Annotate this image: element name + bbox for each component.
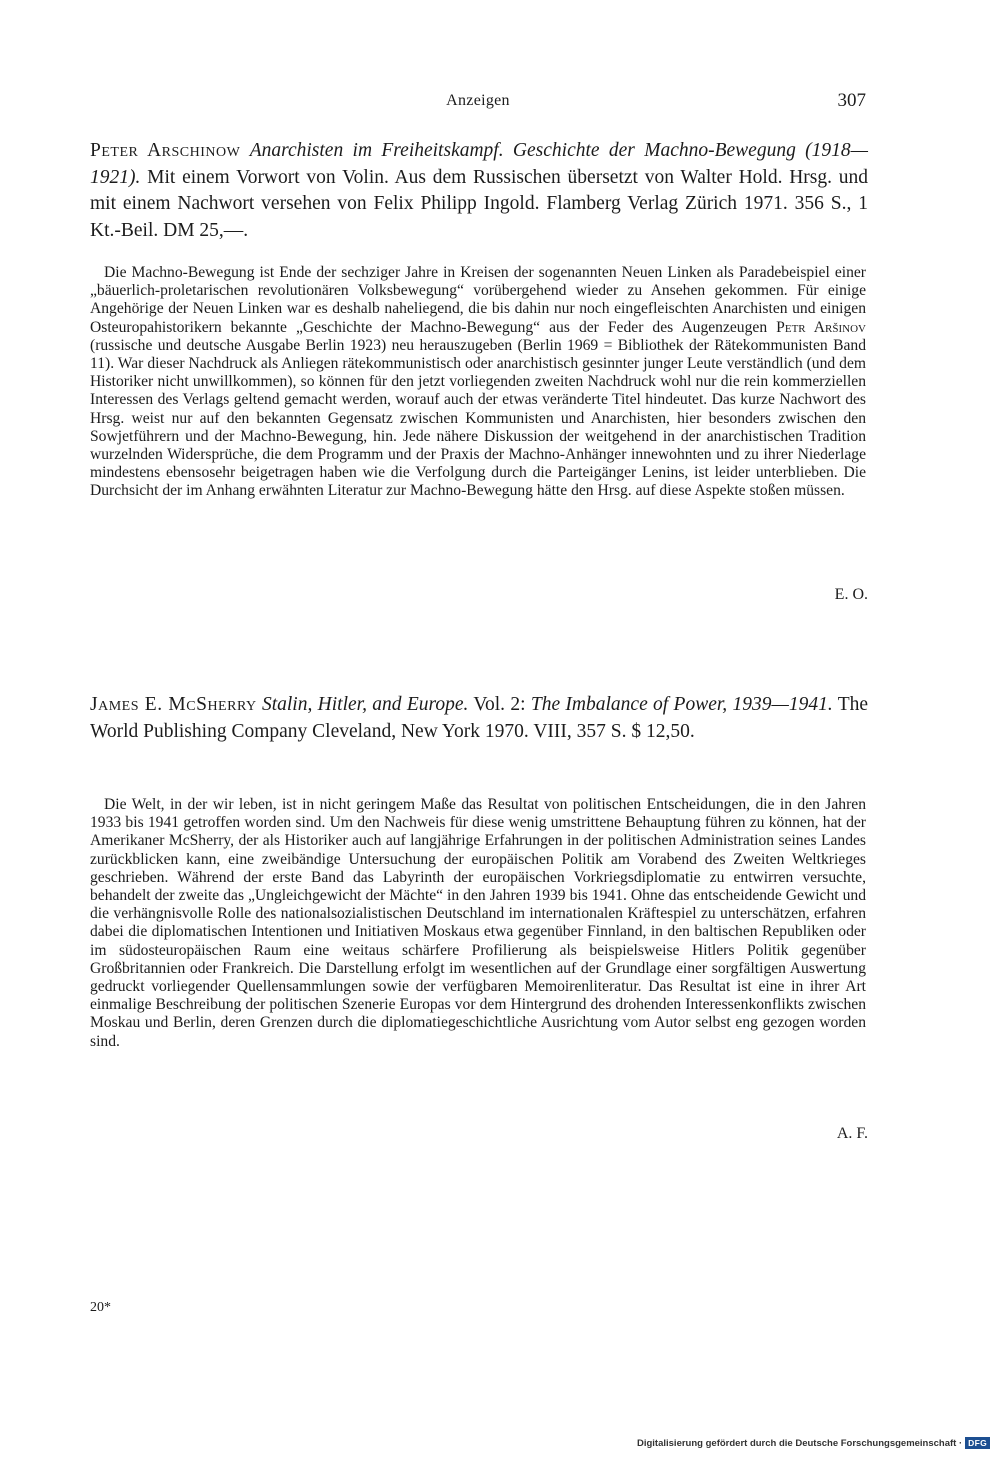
review-1-body-name: Petr Aršinov xyxy=(776,318,867,336)
review-2-body: Die Welt, in der wir leben, ist in nicht geringem Maße das Resultat von politischen Entscheidungen, die in den Jahren 1933 bis 1941 getroffen worden sind. Um den Nachweis für diese wenig umstrittene Behauptung führen zu können, hat der Amerikaner McSherry, der als Historiker auch auf langjährige Erfahrungen in der politischen Administration seines Landes zurückblicken kann, eine zweibändige Untersuchung der europäischen Politik am Vorabend des Zweiten Weltkrieges geschrieben. Während der erste Band das Labyrinth der europäischen Vorkriegsdiplomatie zu entwirren versuchte, behandelt der zweite das „Ungleichgewicht der Mächte“ in den Jahren 1939 bis 1941. Ohne das entscheidende Gewicht und die verhängnisvolle Rolle des nationalsozialistischen Deutschland im internationalen Kräftespiel zu unterschätzen, erfahren dabei die diplomatischen Intentionen und Initiativen Moskaus etwa gegenüber Finnland, in den baltischen Republiken oder im südosteuropäischen Raum eine weitaus schärfere Profilierung als beispielsweise Hitlers Politik gegenüber Großbritannien oder Frankreich. Die Darstellung erfolgt im wesentlichen auf der Grundlage einer sorgfältigen Auswertung gedruckt vorliegender Quellensammlungen sowie der verfügbaren Memoirenliteratur. Das Resultat ist eine in ihrer Art einmalige Beschreibung der politischen Szenerie Europas vor dem Hintergrund des drohenden Interessenkonflikts zwischen Moskau und Berlin, deren Grenzen durch die diplomatiegeschichtliche Ausrichtung vom Autor selbst eng gezogen worden sind. xyxy=(90,796,866,1050)
review-1-body xyxy=(90,264,866,501)
review-1-details: Mit einem Vorwort von Volin. Aus dem Russischen übersetzt von Walter Hold. Hrsg. und mit einem Nachwort versehen von Felix Philipp Ingold. Flamberg Verlag Zürich 1971. 356 S., 1 Kt.-Beil. DM 25,—. xyxy=(90,166,869,241)
running-title: Anzeigen xyxy=(446,92,510,109)
dfg-text: Digitalisierung gefördert durch die Deutsche Forschungsgemeinschaft · xyxy=(636,1437,963,1449)
review-2-details: The World Publishing Company Cleveland, New York 1970. VIII, 357 S. $ 12,50. xyxy=(90,694,869,742)
review-1-title: Anarchisten im Freiheitskampf. Geschichte der Machno-Bewegung (1918—1921). xyxy=(90,140,869,188)
review-2-volume: Vol. 2: xyxy=(473,694,526,715)
review-2-subtitle: The Imbalance of Power, 1939—1941. xyxy=(530,694,833,715)
review-1-body-part1: Die Machno-Bewegung ist Ende der sechziger Jahre in Kreisen der sogenannten Neuen Linken als Paradebeispiel einer „bäuerlich-proletarischen revolutionären Volksbewegung“ vorübergehend wieder zu Ansehen gekommen. Für einige Angehörige der Neuen Linken war es deshalb naheliegend, die bis dahin nur noch eingefleischten Anarchisten und einigen Osteuropahistorikern bekannte „Geschichte der Machno-Bewegung“ aus der Feder des Augenzeugen xyxy=(90,264,866,336)
page-number: 307 xyxy=(837,90,866,111)
running-head xyxy=(90,90,866,116)
review-1-signature: E. O. xyxy=(834,586,868,603)
review-2-bibliography xyxy=(90,692,868,745)
review-2-title: Stalin, Hitler, and Europe. xyxy=(261,694,469,715)
dfg-banner xyxy=(637,1437,990,1449)
signature-mark: 20* xyxy=(90,1300,111,1315)
review-2-author: James E. McSherry xyxy=(90,694,257,715)
dfg-logo-icon: DFG xyxy=(965,1437,990,1449)
review-1-author: Peter Arschinow xyxy=(90,140,241,161)
review-2-signature: A. F. xyxy=(836,1125,868,1142)
review-1-body-part2: (russische und deutsche Ausgabe Berlin 1923) neu herauszugeben (Berlin 1969 = Bibliothek der Rätekommunisten Band 11). War dieser Nachdruck als Anliegen rätekommunistisch oder anarchistisch gesinnter junger Leute verständlich (und dem Historiker nicht unwillkommen), so können für den jetzt vorliegenden zweiten Nachdruck wohl nur die rein kommerziellen Interessen des Verlags geltend gemacht werden, worauf auch der etwas veränderte Titel hindeutet. Das kurze Nachwort des Hrsg. weist nur auf den bekannten Gegensatz zwischen Kommunisten und Anarchisten, hier besonders zwischen den Sowjetführern und der Machno-Bewegung, hin. Jede nähere Diskussion der weitgehend in der anarchistischen Tradition wurzelnden Widersprüche, die dem Programm und der Praxis der Machno-Anhänger innewohnten und zu ihrer Niederlage mindestens ebensosehr beigetragen haben wie die Verfolgung durch die Parteigänger Lenins, ist leider unterblieben. Die Durchsicht der im Anhang erwähnten Literatur zur Machno-Bewegung hätte den Hrsg. auf diese Aspekte stoßen müssen. xyxy=(90,336,866,500)
review-1-bibliography xyxy=(90,138,868,244)
